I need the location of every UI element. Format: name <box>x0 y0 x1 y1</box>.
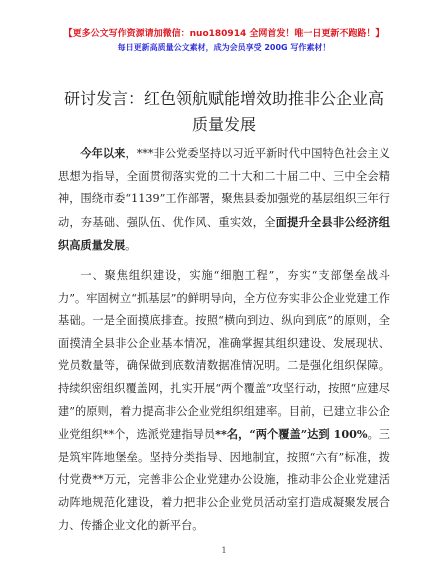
intro-end: 。 <box>125 239 137 253</box>
intro-text: ，***非公党委坚持以习近平新时代中国特色社会主义思想为指导，全面贯彻落实党的二十大和二十届二中、三中全会精神，围绕市委“1139”工作部署，聚焦县委加强党的基层组织三年行动，夯基础、强队伍、优作风、重实效，全 <box>58 147 390 229</box>
section-one-bold: **名，“两个覆盖”达到 100% <box>215 427 368 442</box>
intro-lead: 今年以来 <box>80 146 126 160</box>
intro-paragraph <box>58 142 390 258</box>
document-title <box>52 86 396 138</box>
intro-bold-tail: 面提升全县非公经济组织高质量发展 <box>58 214 390 253</box>
document-body <box>58 142 390 537</box>
title-line1: 研讨发言：红色领航赋能增效助推非公企业高 <box>63 89 384 108</box>
section-one-paragraph <box>58 265 390 537</box>
promo-header-line2: 每日更新高质量公文素材，成为会员享受 200G 写作素材！ <box>117 43 331 52</box>
promo-header-line1: 【更多公文写作资源请加微信：nuo180914 全网首发！唯一日更新不跑路！】 <box>63 29 385 39</box>
promo-header <box>0 28 448 54</box>
title-line2: 质量发展 <box>191 115 256 134</box>
page-number: 1 <box>221 546 227 555</box>
section-one-text2: 。三是筑牢阵地堡垒。坚持分类指导、因地制宜，按照“六有”标准，拨付党费**万元，完善非公企业党建办公设施，推动非公企业党建活动阵地规范化建设，着力把非公企业党员活动室打造成凝聚发展合力、传播企业文化的新平台。 <box>58 428 390 532</box>
section-one-text1: 一、聚焦组织建设，实施“细胞工程”，夯实“支部堡垒战斗力”。牢固树立“抓基层”的鲜明导向，全方位夯实非公企业党建工作基础。一是全面摸底排查。按照“横向到边、纵向到底”的原则，全面摸清全县非公企业基本情况，准确掌握其组织建设、发展现状、党员数量等，确保做到底数清数据准情况明。二是强化组织保障。持续织密组织覆盖网，扎实开展“两个覆盖”攻坚行动，按照“应建尽建”的原则，着力提高非公企业党组织组建率。目前，已建立非公企业党组织**个，选派党建指导员 <box>58 268 390 442</box>
